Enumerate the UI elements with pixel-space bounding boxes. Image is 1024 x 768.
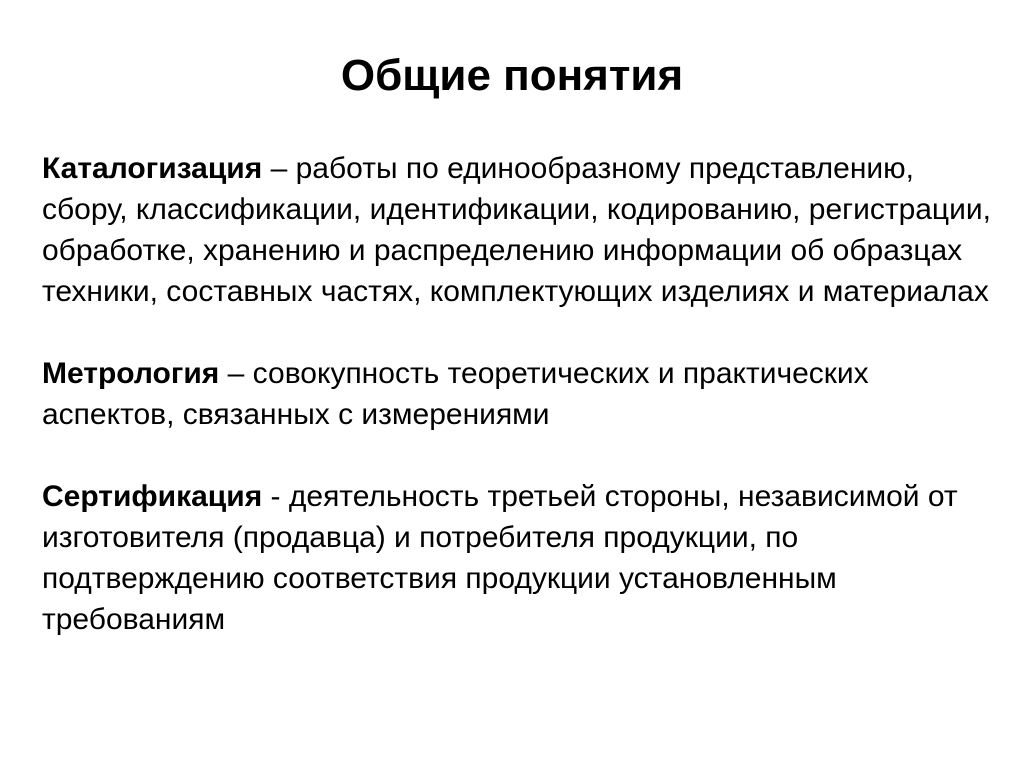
definition-text: совокупность теоретических и практических аспектов, связанных с измерениями [42, 357, 869, 431]
definition-term: Сертификация [42, 480, 263, 513]
definition-certification [42, 476, 992, 640]
definition-term: Каталогизация [42, 152, 263, 185]
definition-metrology [42, 353, 992, 435]
definition-term: Метрология [42, 357, 220, 390]
definition-cataloging [42, 148, 992, 312]
definition-text: деятельность третьей стороны, независимой от изготовителя (продавца) и потребителя продукции, по подтверждению соответствия продукции установленным требованиям [42, 480, 958, 636]
definition-text: работы по единообразному представлению, сбору, классификации, идентификации, кодированию, регистрации, обработке, хранению и распределению информации об образцах техники, составных частях, комплектующих изделиях и материалах [42, 152, 991, 308]
definition-separator: - [262, 480, 289, 513]
definition-separator: – [262, 152, 296, 185]
definitions-list [42, 148, 992, 640]
definition-separator: – [219, 357, 253, 390]
slide-title: Общие понятия [340, 51, 684, 100]
